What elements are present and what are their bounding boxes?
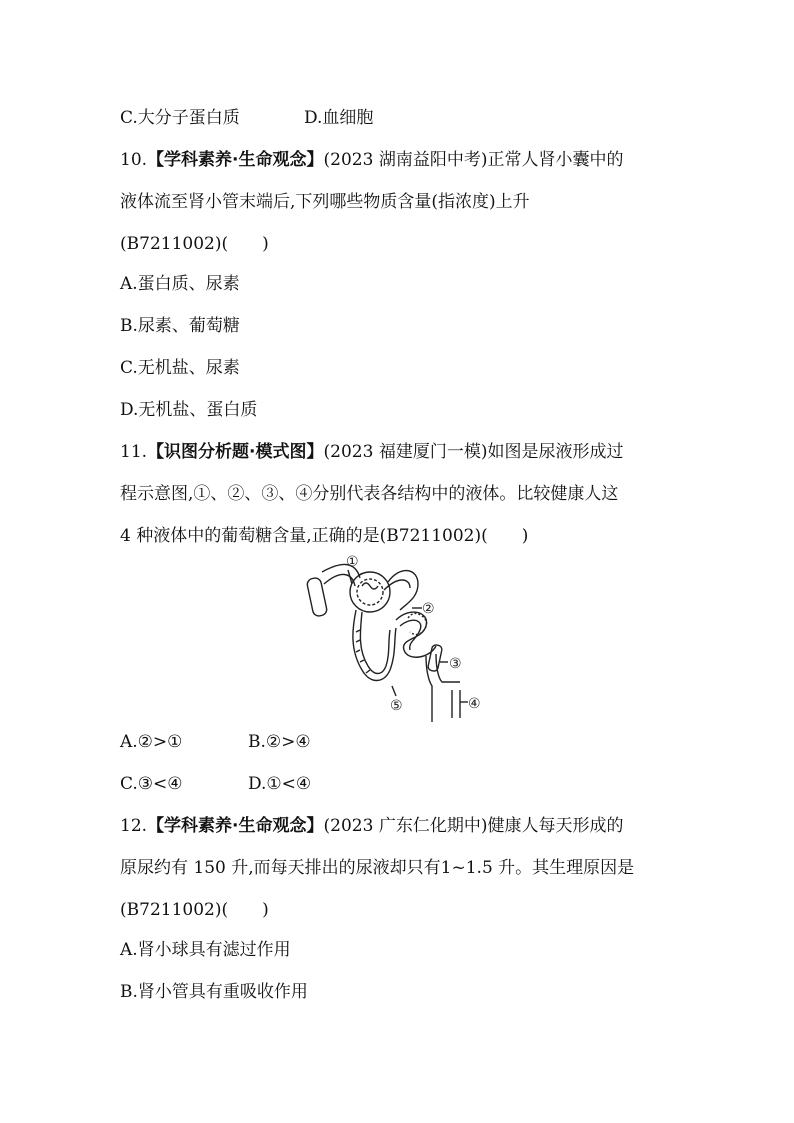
label-3: ③ <box>449 656 462 672</box>
glomerulus-coil <box>362 583 378 589</box>
efferent-vessel <box>388 571 418 610</box>
q11-stem-line2: 程示意图,①、②、③、④分别代表各结构中的液体。比较健康人这 <box>120 484 619 504</box>
q9-option-c: C.大分子蛋白质 <box>120 108 240 128</box>
q9-option-d: D.血细胞 <box>304 108 374 128</box>
q11-stem-line1 <box>120 440 623 464</box>
q10-code: (B7211002)( ) <box>120 234 269 254</box>
q11-option-a: A.②>① <box>120 732 183 752</box>
q10-option-a: A.蛋白质、尿素 <box>120 274 240 294</box>
q10-number: 10. <box>120 150 148 170</box>
q12-stem-line2: 原尿约有 150 升,而每天排出的尿液却只有1~1.5 升。其生理原因是 <box>120 858 635 878</box>
q12-stem1: (2023 广东仁化期中)健康人每天形成的 <box>323 816 624 836</box>
label-1: ① <box>346 554 359 570</box>
renal-capsule <box>350 572 390 612</box>
q11-option-c: C.③<④ <box>120 774 183 794</box>
label-2: ② <box>422 601 435 617</box>
q10-option-b: B.尿素、葡萄糖 <box>120 316 240 336</box>
q11-option-d: D.①<④ <box>248 774 312 794</box>
q10-option-c: C.无机盐、尿素 <box>120 358 240 378</box>
label-4: ④ <box>468 696 481 712</box>
q12-option-b: B.肾小管具有重吸收作用 <box>120 982 308 1002</box>
nephron-diagram <box>300 550 500 725</box>
q12-tag: 【学科素养·生命观念】 <box>147 816 324 836</box>
leader-5 <box>392 686 396 696</box>
q12-option-a: A.肾小球具有滤过作用 <box>120 940 291 960</box>
glomerulus <box>357 579 383 605</box>
q10-stem-line2: 液体流至肾小管末端后,下列哪些物质含量(指浓度)上升 <box>120 192 530 212</box>
q11-stem-line3: 4 种液体中的葡萄糖含量,正确的是(B7211002)( ) <box>120 526 529 546</box>
label-5: ⑤ <box>390 698 403 714</box>
ureter <box>452 690 460 718</box>
q11-tag: 【识图分析题·模式图】 <box>147 442 324 462</box>
q12-code: (B7211002)( ) <box>120 900 269 920</box>
q11-number: 11. <box>120 442 148 462</box>
q10-stem1: (2023 湖南益阳中考)正常人肾小囊中的 <box>323 150 624 170</box>
q10-option-d: D.无机盐、蛋白质 <box>120 400 258 420</box>
q10-stem-line1 <box>120 148 623 172</box>
q12-number: 12. <box>120 816 148 836</box>
q12-stem-line1 <box>120 814 623 838</box>
q10-tag: 【学科素养·生命观念】 <box>147 150 324 170</box>
q11-stem1: (2023 福建厦门一模)如图是尿液形成过 <box>323 442 624 462</box>
loop-of-henle-inner <box>360 612 390 674</box>
q11-option-b: B.②>④ <box>248 732 311 752</box>
